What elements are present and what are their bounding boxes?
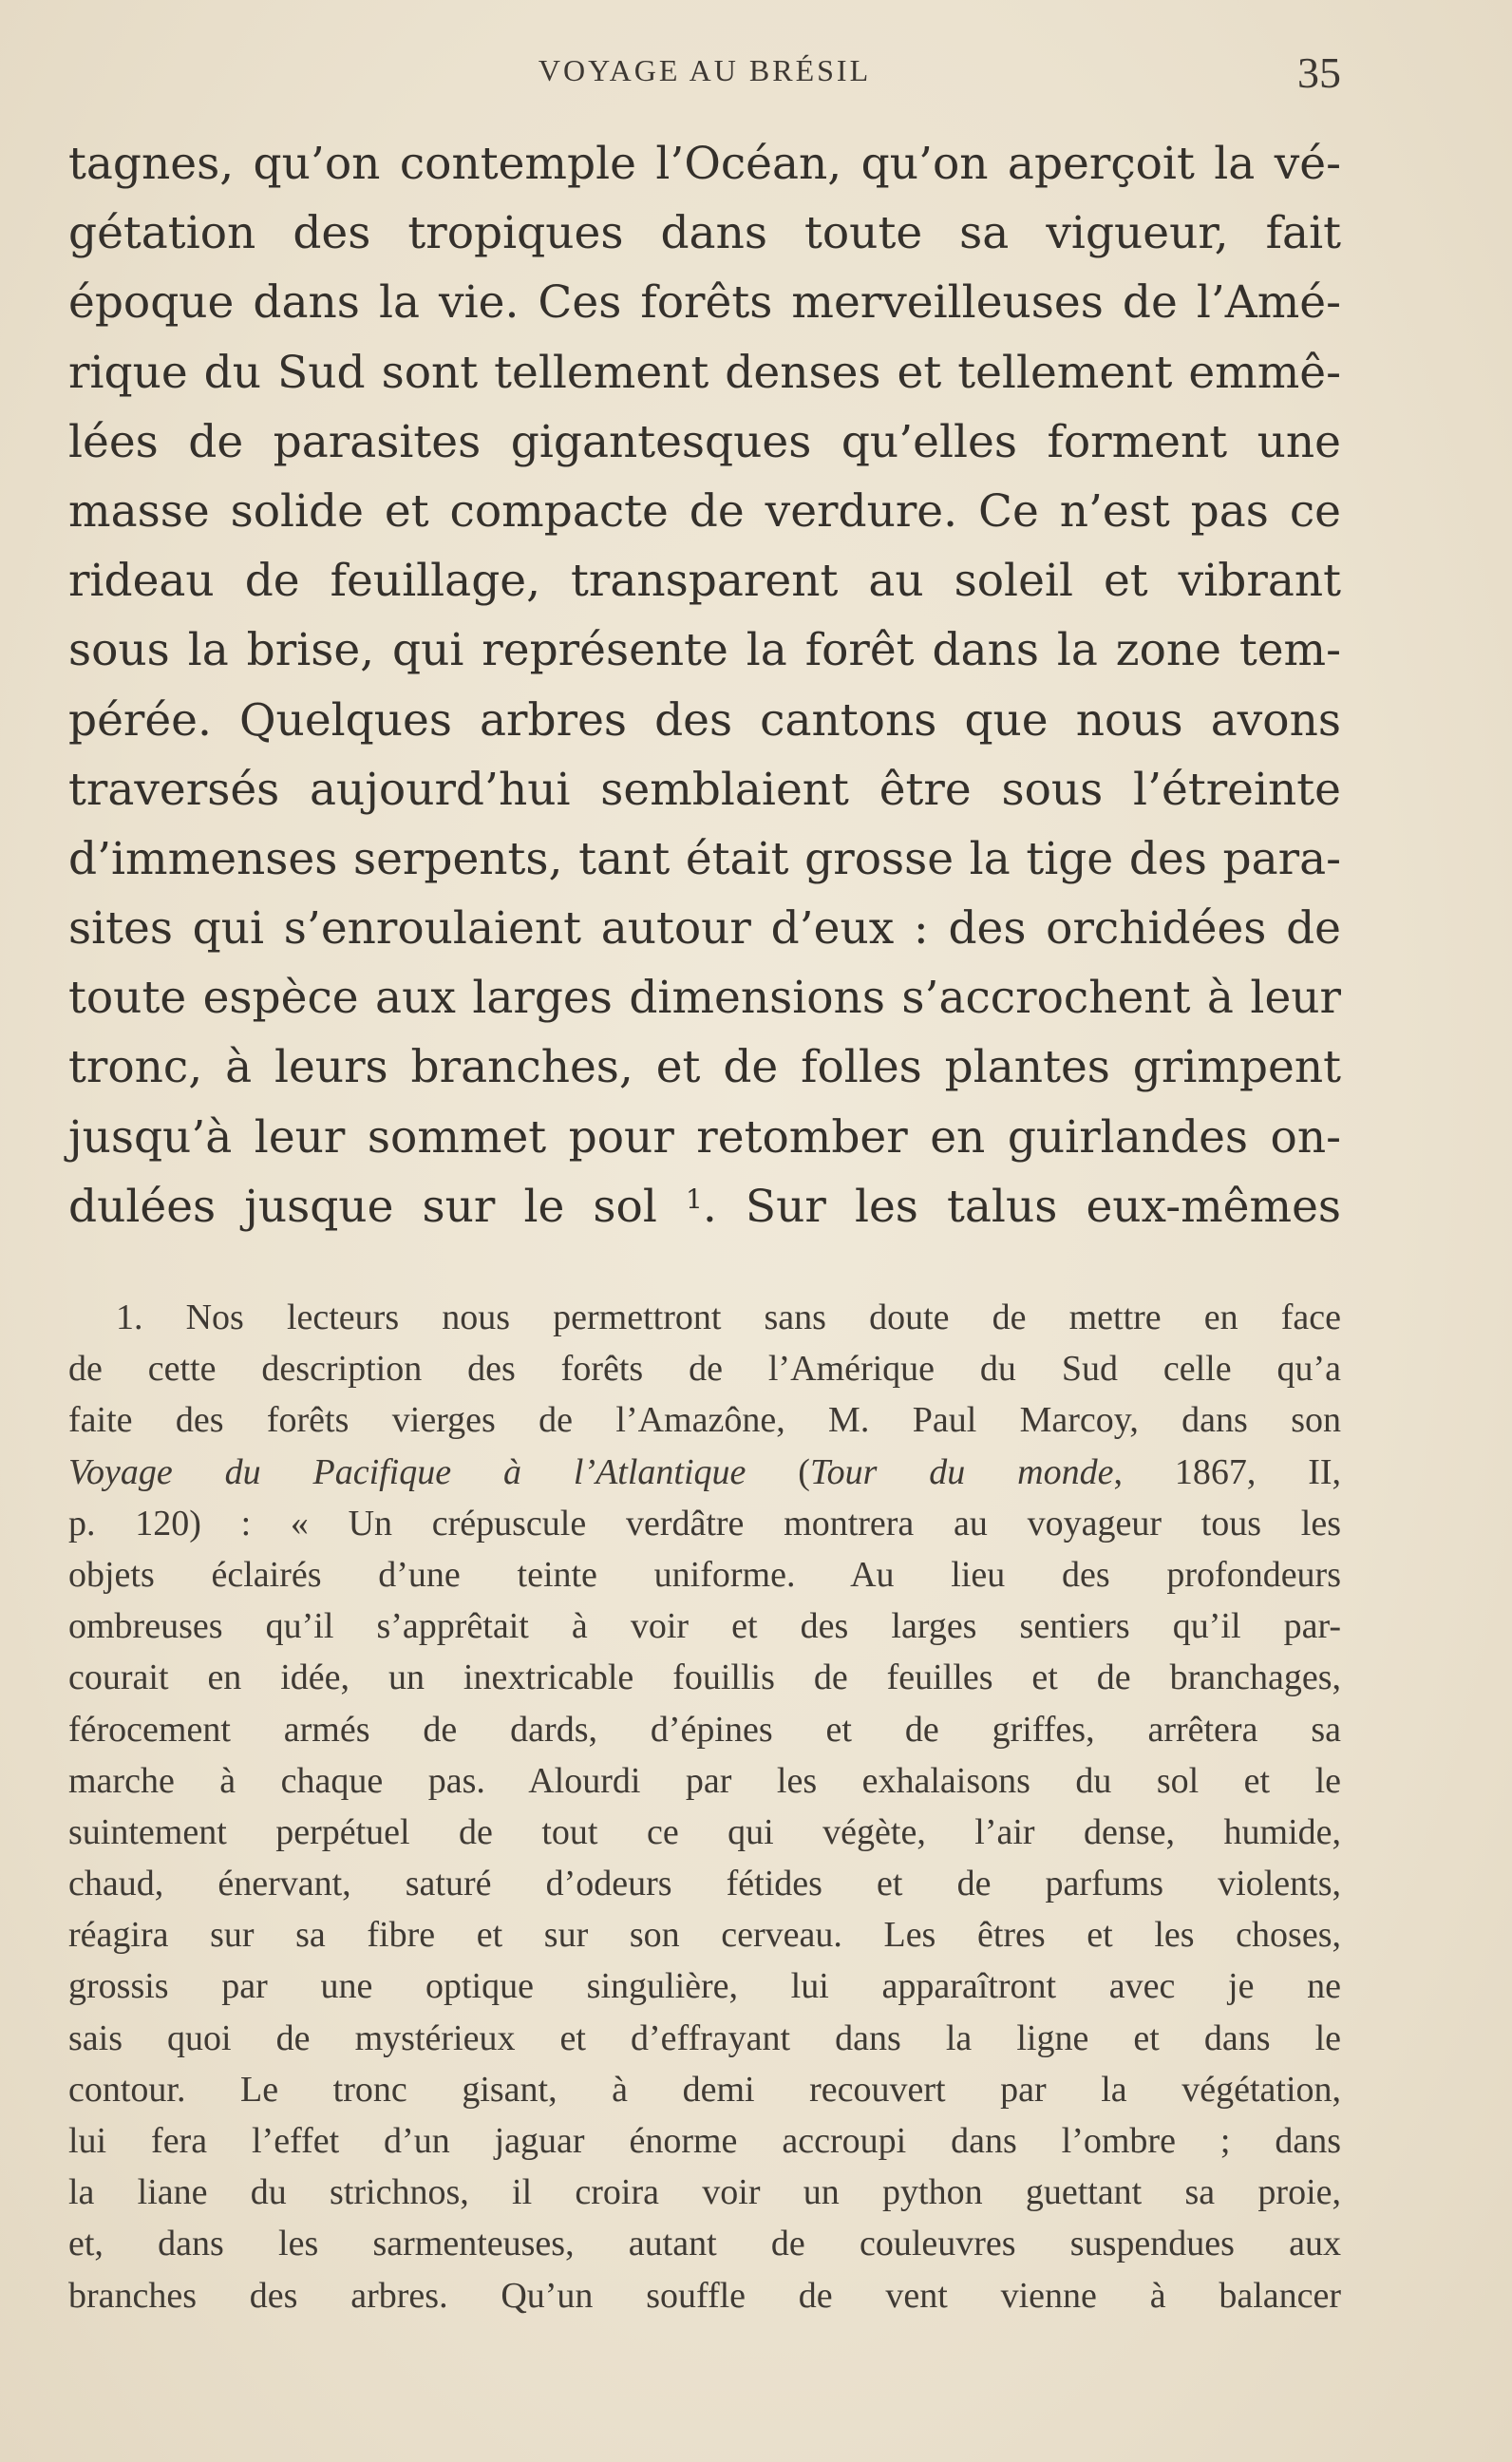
open-paren: ( [746, 1451, 810, 1492]
footnote-line: réagira sur sa fibre et sur son cerveau. Les êtres et les choses, [68, 1915, 1341, 1956]
text-line: sous la brise, qui représente la forêt dans la zone tem- [68, 624, 1341, 677]
text-line: lées de parasites gigantesques qu’elles forment une [68, 415, 1341, 468]
footnote-line: et, dans les sarmenteuses, autant de couleuvres suspendues aux [68, 2224, 1341, 2264]
footnote-line: chaud, énervant, saturé d’odeurs fétides et de parfums violents, [68, 1864, 1341, 1904]
footnote-line: la liane du strichnos, il croira voir un python guettant sa proie, [68, 2172, 1341, 2213]
footnote-line: contour. Le tronc gisant, à demi recouvert par la végétation, [68, 2069, 1341, 2110]
footnote-line: sais quoi de mystérieux et d’effrayant dans la ligne et dans le [68, 2017, 1341, 2058]
text-line: gétation des tropiques dans toute sa vigueur, fait [68, 207, 1341, 260]
footnote-line: courait en idée, un inextricable fouillis de feuilles et de branchages, [68, 1657, 1341, 1698]
footnote-line: p. 120) : « Un crépuscule verdâtre montrera au voyageur tous les [68, 1503, 1341, 1543]
text-line: jusqu’à leur sommet pour retomber en guirlandes on- [68, 1110, 1341, 1164]
text-line: tagnes, qu’on contemple l’Océan, qu’on aperçoit la vé- [68, 138, 1341, 190]
main-text-block [68, 129, 1341, 1241]
running-head [68, 49, 1341, 97]
text-line: masse solide et compacte de verdure. Ce n’est pas ce [68, 484, 1341, 538]
text-line: d’immenses serpents, tant était grosse la tige des para- [68, 832, 1341, 885]
journal-title: Tour du monde [809, 1451, 1114, 1492]
footnote-line: branches des arbres. Qu’un souffle de vent vienne à balancer [68, 2275, 1341, 2316]
last-line-start: dulées jusque sur le sol [68, 1180, 657, 1233]
footnote-line: objets éclairés d’une teinte uniforme. Au lieu des profondeurs [68, 1554, 1341, 1595]
book-title: Voyage du Pacifique à l’Atlantique [68, 1451, 747, 1492]
text-line: rideau de feuillage, transparent au soleil et vibrant [68, 555, 1341, 608]
text-line: traversés aujourd’hui semblaient être sous l’étreinte [68, 763, 1341, 816]
footnote-block [68, 1292, 1341, 2321]
text-line: sites qui s’enroulaient autour d’eux : des orchidées de [68, 902, 1341, 956]
page-number: 35 [1297, 48, 1341, 97]
footnote-line-citation [68, 1447, 1341, 1498]
text-line: époque dans la vie. Ces forêts merveilleuses de l’Amé- [68, 276, 1341, 330]
text-line-last [68, 1172, 1341, 1241]
text-line: toute espèce aux larges dimensions s’accrochent à leur [68, 972, 1341, 1025]
text-line: tronc, à leurs branches, et de folles plantes grimpent [68, 1041, 1341, 1094]
footnote-line: 1. Nos lecteurs nous permettront sans doute de mettre en face [116, 1297, 1341, 1337]
footnote-line: suintement perpétuel de tout ce qui végète, l’air dense, humide, [68, 1811, 1341, 1852]
footnote-line: ombreuses qu’il s’apprêtait à voir et des larges sentiers qu’il par- [68, 1606, 1341, 1647]
footnote-reference[interactable]: 1 [686, 1183, 703, 1215]
footnote-line: lui fera l’effet d’un jaguar énorme accroupi dans l’ombre ; dans [68, 2121, 1341, 2161]
last-line-end: . Sur les talus eux-mêmes [702, 1180, 1341, 1233]
footnote-line: de cette description des forêts de l’Amérique du Sud celle qu’a [68, 1349, 1341, 1390]
text-line: pérée. Quelques arbres des cantons que nous avons [68, 693, 1341, 747]
footnote-line: grossis par une optique singulière, lui apparaîtront avec je ne [68, 1966, 1341, 2007]
text-line: rique du Sud sont tellement denses et tellement emmê- [68, 346, 1341, 399]
footnote-line: faite des forêts vierges de l’Amazône, M. Paul Marcoy, dans son [68, 1400, 1341, 1441]
footnote-line: férocement armés de dards, d’épines et de griffes, arrêtera sa [68, 1709, 1341, 1750]
running-title: VOYAGE AU BRÉSIL [538, 53, 872, 87]
citation-rest: , 1867, II, [1113, 1451, 1342, 1492]
footnote-line: marche à chaque pas. Alourdi par les exhalaisons du sol et le [68, 1760, 1341, 1801]
